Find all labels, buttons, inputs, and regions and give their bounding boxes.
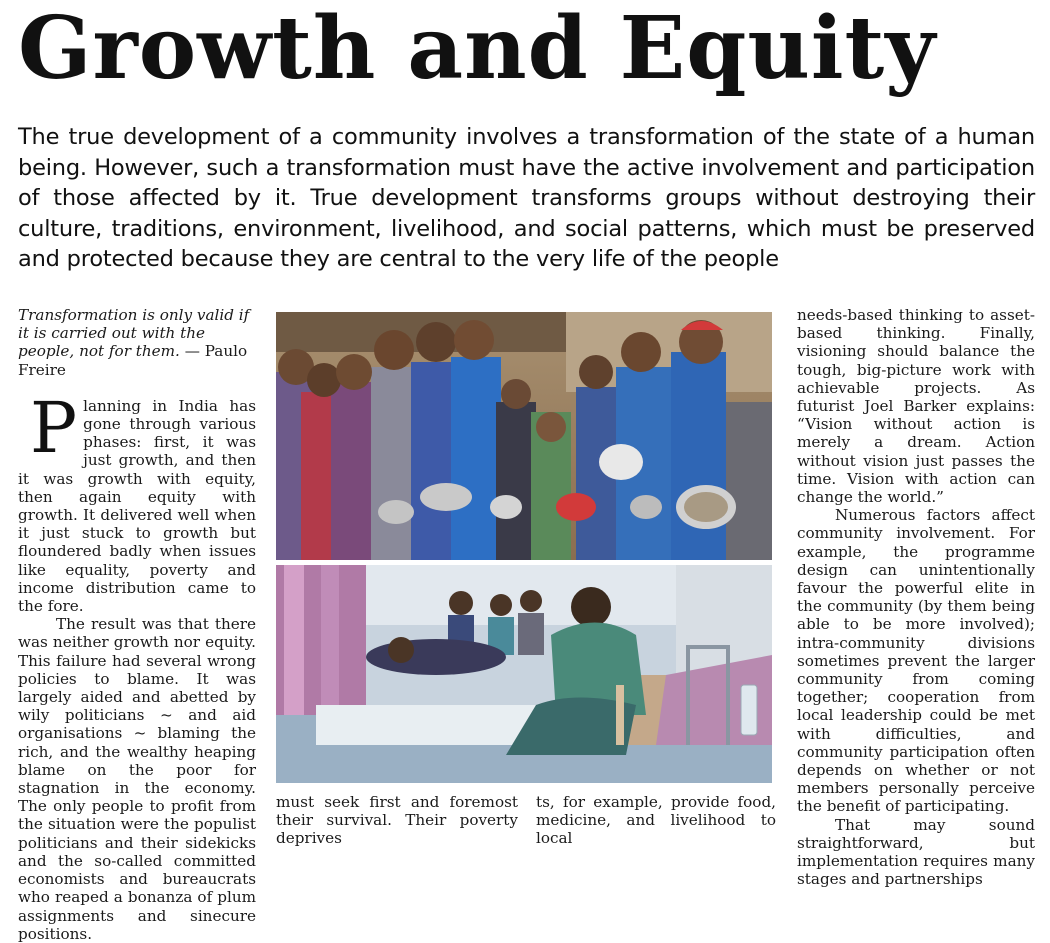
col3-text: ts, for example, provide food, medicine, and livelihood to local xyxy=(536,793,776,848)
col4-paragraph-1: needs-based thinking to asset-based thinking. Finally, visioning should balance the tough, big-picture work with achievable projects. As futurist Joel Barker explains: “Vision without action is merely a dream. Action without vision just passes the time. Vision with action can change the world.” xyxy=(797,306,1035,507)
column-1 xyxy=(18,306,256,943)
col2-text: must seek first and foremost their survival. Their poverty deprives xyxy=(276,793,518,848)
standfirst: The true development of a community involves a transformation of the state of a human being. However, such a transformation must have the active involvement and participation of those affected by it. True development transforms groups without destroying their culture, traditions, environment, livelihood, and social patterns, which must be preserved and protected because they are central to the very life of the people xyxy=(18,124,1035,272)
epigraph-attribution: — Paulo Freire xyxy=(18,342,248,379)
headline: Growth and Equity xyxy=(18,0,937,99)
col1-paragraph-2: The result was that there was neither growth nor equity. This failure had several wrong policies to blame. It was largely aided and abetted by wily politicians ~ and aid organisations ~ blaming the rich, and the wealthy heaping blame on the poor for stagnation in the economy. The only people to profit from the situation were the populist politicians and their sidekicks and the so-called committed economists and bureaucrats who reaped a bonanza of plum assignments and sinecure positions. xyxy=(18,615,256,943)
drop-cap: P xyxy=(30,386,78,469)
column-2-bottom xyxy=(276,793,518,848)
col4-paragraph-3: That may sound straightforward, but implementation requires many stages and partnerships xyxy=(797,815,1035,889)
photo-hospital-ward xyxy=(276,565,772,783)
epigraph-text: Transformation is only valid if it is carried out with the people, not for them. xyxy=(18,306,250,361)
col4-paragraph-2: Numerous factors affect community involvement. For example, the programme design can unintentionally favour the powerful elite in the community (by them being able to be more involved); intra-community divisions sometimes prevent the larger community from coming together; cooperation from local leadership could be met with difficulties, and community participation often depends on whether or not members personally perceive the benefit of participating. xyxy=(797,506,1035,816)
column-4 xyxy=(797,306,1035,889)
photo-children-with-bowls xyxy=(276,312,772,560)
col1-para1-text: lanning in India has gone through various phases: first, it was just growth, and then it was growth with equity, then again equity with growth. It delivered well when it just stuck to growth but floundered badly when issues like equality, poverty and income distribution came to the fore. xyxy=(18,396,256,616)
epigraph xyxy=(18,306,256,379)
column-3-bottom xyxy=(536,793,776,848)
col1-paragraph-1 xyxy=(18,386,256,616)
